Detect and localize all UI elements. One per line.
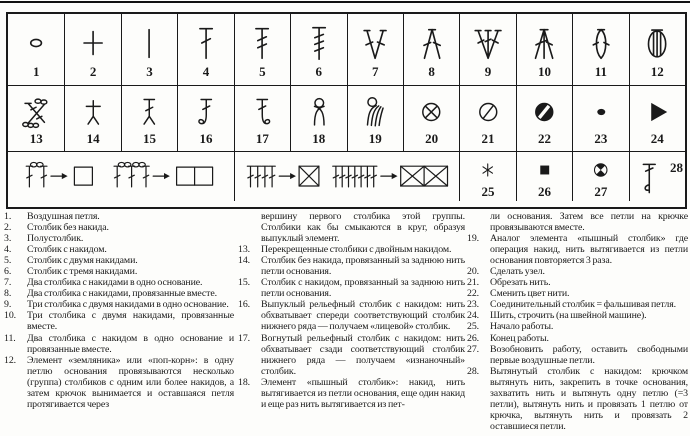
filet-empty-square-diagram <box>19 159 101 195</box>
symbol-cell-19 <box>347 85 403 151</box>
symbol-number: 14 <box>86 130 100 146</box>
filet-two-empty-squares-diagram <box>106 159 222 195</box>
legend-item-12 <box>4 355 234 410</box>
symbol-cell-24 <box>629 85 685 151</box>
symbol-cell-11 <box>572 14 628 85</box>
legend-item-number: 19. <box>467 233 479 245</box>
three-tr-same-base-icon <box>469 22 507 64</box>
legend-item-number: 7. <box>4 277 12 289</box>
symbol-cell-23 <box>572 85 628 151</box>
symbol-number: 8 <box>428 63 435 79</box>
legend-item-text: Два столбика с накидами, провязанные вместе. <box>27 288 217 300</box>
legend-item-number: 26. <box>467 332 479 344</box>
legend-item-7 <box>4 277 234 288</box>
legend-item-18 <box>238 377 465 410</box>
legend-item-number: 8. <box>4 288 12 300</box>
legend-item-text: Вогнутый рельефный столбик с накидом: нить обхватывает сзади соответствующий столбик нижнего ряда — получаем «изнаночный» столбик. <box>261 332 465 377</box>
chain-stitch-icon <box>17 22 55 64</box>
symbol-number: 10 <box>537 63 551 79</box>
legend-item-number: 17. <box>238 332 250 344</box>
symbol-number: 16 <box>199 130 213 146</box>
symbol-cell-25 <box>459 151 515 201</box>
legend-item-number: 25. <box>467 321 479 333</box>
legend-item-text: Воздушная петля. <box>27 211 100 222</box>
symbol-number: 9 <box>484 63 492 79</box>
legend-item-1 <box>4 211 234 222</box>
legend-item-4 <box>4 244 234 255</box>
legend-item-2 <box>4 222 234 233</box>
symbol-cell-12 <box>629 14 685 85</box>
legend-item-text: Обрезать нить. <box>490 277 551 289</box>
legend-item-text: Возобновить работу, оставить свободными первые воздушные петли. <box>490 343 688 366</box>
legend-item-25 <box>467 321 688 332</box>
end-work-icon <box>532 156 557 184</box>
legend-column-3 <box>467 211 688 432</box>
legend-item-text: Аналог элемента «пышный столбик» где операция накид, нить вытягивается из петли основания повторяется 3 раза. <box>490 233 688 267</box>
legend-item-text: Столбик без накида, провязанный за заднюю нить петли основания. <box>261 255 465 278</box>
symbol-cell-27 <box>572 151 628 201</box>
symbol-number: 1 <box>32 63 40 79</box>
back-post-dc-icon <box>245 93 280 131</box>
legend-item-9 <box>4 299 234 310</box>
legend-item-number: 22. <box>467 288 479 300</box>
symbol-number: 19 <box>368 130 382 146</box>
symbol-cell-21 <box>459 85 515 151</box>
popcorn-icon <box>638 22 676 64</box>
legend-item-8 <box>4 288 234 299</box>
symbol-cell-5 <box>234 14 290 85</box>
sc-back-loop-icon <box>76 93 111 131</box>
symbol-number: 3 <box>146 63 153 79</box>
legend-item-14 <box>238 255 465 277</box>
symbol-cell-7 <box>347 14 403 85</box>
legend-item-27 <box>467 344 688 366</box>
triple-treble-icon <box>300 22 338 64</box>
legend-item-text: Конец работы. <box>490 332 549 344</box>
symbol-cell-10 <box>516 14 572 85</box>
symbol-cell-17 <box>234 85 290 151</box>
front-post-dc-icon <box>189 93 224 131</box>
legend-item-16 <box>238 299 465 332</box>
symbol-cell-13 <box>8 85 64 151</box>
symbol-number: 7 <box>371 63 379 79</box>
symbol-cell-9 <box>459 14 515 85</box>
legend-continuation: вершину первого столбика этой группы. Столбики как бы смыкаются в круг, образуя выпуклый элемент. <box>261 211 465 245</box>
legend-item-number: 14. <box>238 255 250 267</box>
symbol-cell-18 <box>290 85 346 151</box>
symbol-number: 26 <box>537 183 551 199</box>
legend-item-number: 1. <box>4 211 12 222</box>
symbol-number: 28 <box>669 160 683 175</box>
legend-item-number: 10. <box>4 310 16 322</box>
sew-machine-icon <box>640 93 675 131</box>
symbol-number: 24 <box>650 130 664 146</box>
legend-item-number: 27. <box>467 343 479 355</box>
symbol-cell-8 <box>403 14 459 85</box>
legend-column-2 <box>238 211 465 410</box>
legend-item-text: Элемент «пышный столбик»: накид, нить вытягивается из петли основания, еще один накид и еще раз нить вытягивается из пет- <box>261 376 465 410</box>
crochet-symbol-table <box>6 12 687 209</box>
legend-item-26 <box>467 333 688 344</box>
legend-item-text: Полустолбик. <box>27 233 84 245</box>
symbol-number: 25 <box>481 183 495 199</box>
symbol-number: 12 <box>650 63 664 79</box>
legend-item-text: Три столбика с двумя накидами в одно основание. <box>27 299 229 311</box>
legend-item-text: Два столбика с накидом в одно основание и провязанные вместе. <box>27 332 234 355</box>
symbol-number: 20 <box>425 130 439 146</box>
legend-item-number: 24. <box>467 310 479 322</box>
legend-item-24 <box>467 310 688 321</box>
legend-item-text: Столбик с двумя накидами. <box>27 255 138 267</box>
symbol-cell-22 <box>516 85 572 151</box>
legend-item-17 <box>238 333 465 377</box>
legend-item-number: 5. <box>4 255 12 267</box>
symbol-number: 18 <box>312 130 326 146</box>
legend-item-number: 3. <box>4 233 12 245</box>
puff-stitch-icon <box>302 93 337 131</box>
legend-item-text: Начало работы. <box>490 321 554 333</box>
single-crochet-icon <box>74 22 112 64</box>
legend-item-number: 15. <box>238 277 250 289</box>
legend-item-number: 2. <box>4 222 12 234</box>
legend-item-text: Столбик без накида. <box>27 222 109 234</box>
legend-item-number: 6. <box>4 266 12 278</box>
symbol-number: 21 <box>481 130 495 146</box>
legend-item-text: Выпуклый рельефный столбик с накидом: нить обхватывает спереди соответствующий столбик нижнего ряда — получаем «лицевой» столбик. <box>261 299 465 333</box>
legend-item-text: Столбик с накидом. <box>27 244 107 256</box>
triple-puff-icon <box>358 93 393 131</box>
legend-item-text: Перекрещенные столбики с двойным накидом. <box>261 244 452 256</box>
legend-item-13 <box>238 244 465 255</box>
legend-item-text: Сменить цвет нити. <box>490 288 570 300</box>
legend-item-number: 23. <box>467 299 479 311</box>
legend-item-number: 4. <box>4 244 12 256</box>
legend-item-28 <box>467 366 688 432</box>
symbol-number: 17 <box>255 130 269 146</box>
knot-icon <box>414 93 449 131</box>
legend-item-10 <box>4 310 234 332</box>
extended-dc-icon <box>632 158 668 198</box>
symbol-cell-14 <box>64 85 120 151</box>
symbol-number: 23 <box>594 130 608 146</box>
legend-item-number: 11. <box>4 332 16 344</box>
legend-item-number: 12. <box>4 354 16 366</box>
filet-open-mesh-cell <box>8 151 234 201</box>
page-top-rule <box>0 1 690 3</box>
legend-item-number: 16. <box>238 299 250 311</box>
start-work-icon <box>475 156 500 184</box>
symbol-cell-26 <box>516 151 572 201</box>
symbol-number: 11 <box>594 63 608 79</box>
crossed-stitches-icon <box>19 93 54 131</box>
resume-work-icon <box>588 156 613 184</box>
symbol-number: 15 <box>143 130 157 146</box>
slip-stitch-icon <box>584 93 619 131</box>
legend-continuation: ли основания. Затем все петли на крючке провязываются вместе. <box>490 211 688 234</box>
filet-two-filled-squares-diagram <box>327 159 451 195</box>
legend-item-15 <box>238 277 465 299</box>
symbol-cell-6 <box>290 14 346 85</box>
legend-item-text: Два столбика с накидами в одно основание. <box>27 277 203 289</box>
legend-item-number: 13. <box>238 244 250 256</box>
symbol-number: 22 <box>537 130 551 146</box>
two-dc-base-top-icon <box>582 22 620 64</box>
treble-crochet-icon <box>243 22 281 64</box>
cut-thread-icon <box>471 93 506 131</box>
legend-column-1 <box>4 211 234 410</box>
legend-item-text: Шить, строчить (на швейной машине). <box>490 310 647 322</box>
symbol-number: 2 <box>89 63 97 79</box>
legend-item-text: Столбик с тремя накидами. <box>27 266 138 278</box>
symbol-cell-2 <box>64 14 120 85</box>
change-color-icon <box>527 93 562 131</box>
filet-filled-square-diagram <box>242 159 322 195</box>
half-stitch-icon <box>130 22 168 64</box>
double-crochet-icon <box>187 22 225 64</box>
legend-item-text: Элемент «земляника» или «поп-корн»: в одну петлю основания провязываются несколько (группа) столбиков с одним или более накидов, а затем крючок вынимается и оставшаяся петля протягивается через <box>27 354 234 410</box>
symbol-number: 4 <box>202 63 210 79</box>
symbol-number: 27 <box>594 183 608 199</box>
legend-item-20 <box>467 266 688 277</box>
legend-item-number: 28. <box>467 365 479 377</box>
legend-item-number: 20. <box>467 266 479 278</box>
legend-item-21 <box>467 277 688 288</box>
legend-item-6 <box>4 266 234 277</box>
three-tr-together-icon <box>525 22 563 64</box>
symbol-number: 13 <box>29 130 43 146</box>
legend-item-23 <box>467 299 688 310</box>
legend-item-number: 9. <box>4 299 12 311</box>
two-dc-together-icon <box>413 22 451 64</box>
symbol-cell-3 <box>121 14 177 85</box>
legend-item-5 <box>4 255 234 266</box>
legend-item-3 <box>4 233 234 244</box>
legend-item-number: 21. <box>467 277 479 289</box>
legend-item-text: Три столбика с двумя накидами, провязанные вместе. <box>27 310 234 333</box>
legend-item-text: Сделать узел. <box>490 266 545 278</box>
symbol-cell-16 <box>177 85 233 151</box>
legend-item-text: Соединительный столбик = фальшивая петля. <box>490 299 676 311</box>
legend-item-19 <box>467 233 688 266</box>
symbol-cell-1 <box>8 14 64 85</box>
legend-item-text: Столбик с накидом, провязанный за заднюю нить петли основания. <box>261 277 465 300</box>
two-dc-same-base-icon <box>356 22 394 64</box>
legend-item-text: Вытянутый столбик с накидом: крючком вытянуть нить, закрепить в точке основания, захватить нить и вытянуть одну петлю (=3 петли), вытянуть нить и провязать 1 петлю от крючка, вытянуть нить и провязать 2 оставшиеся петли. <box>490 365 688 432</box>
symbol-cell-4 <box>177 14 233 85</box>
legend-item-11 <box>4 333 234 355</box>
symbol-cell-15 <box>121 85 177 151</box>
symbol-number: 5 <box>259 63 266 79</box>
symbol-cell-20 <box>403 85 459 151</box>
dc-back-loop-icon <box>132 93 167 131</box>
symbol-number: 6 <box>315 63 323 79</box>
legend-item-22 <box>467 288 688 299</box>
legend-item-number: 18. <box>238 376 250 388</box>
symbol-cell-28 <box>629 151 685 201</box>
filet-filled-mesh-cell <box>234 151 460 201</box>
